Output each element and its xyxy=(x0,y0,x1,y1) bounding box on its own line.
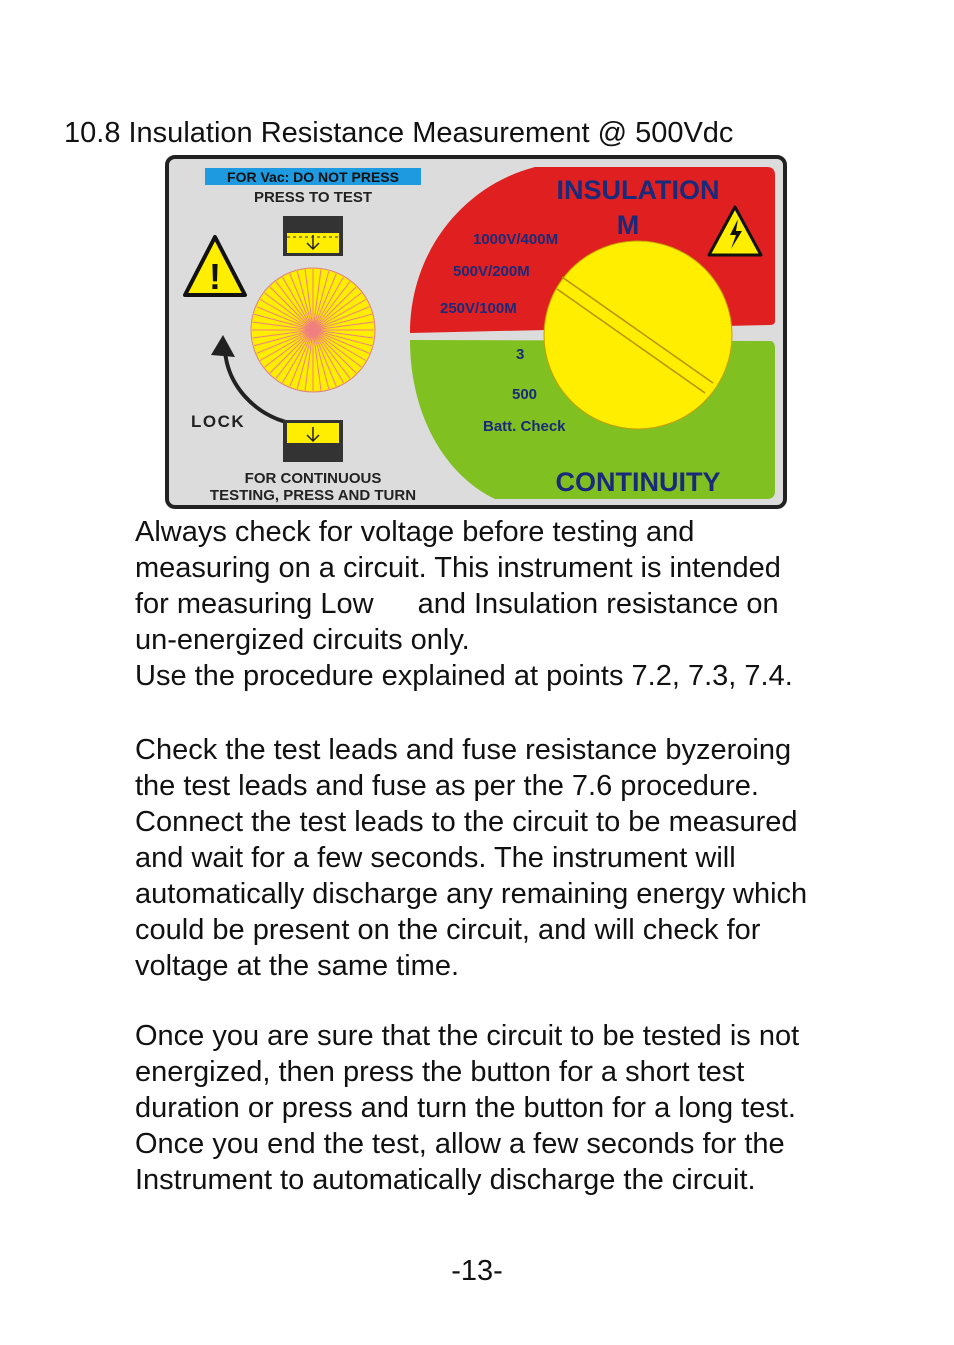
paragraph-line: Check the test leads and fuse resistance byzeroing xyxy=(135,734,792,766)
paragraph-line: for measuring Low and Insulation resistance on xyxy=(135,588,779,620)
paragraph-safety xyxy=(135,514,915,694)
paragraph-line: the test leads and fuse as per the 7.6 procedure. xyxy=(135,770,759,802)
paragraph-line: Always check for voltage before testing and xyxy=(135,516,695,548)
batt-check-label: Batt. Check xyxy=(483,418,566,435)
paragraph-testing xyxy=(135,1018,915,1198)
continuity-range-500: 500 xyxy=(512,386,538,403)
insulation-title: INSULATION xyxy=(556,175,720,205)
insulation-title-unit: M xyxy=(616,210,640,240)
page-number: -13- xyxy=(451,1255,503,1287)
sunburst-knob-icon xyxy=(251,268,375,392)
paragraph-line: Once you are sure that the circuit to be tested is not xyxy=(135,1020,800,1052)
press-to-test-label: PRESS TO TEST xyxy=(253,189,373,206)
paragraph-line: Connect the test leads to the circuit to be measured xyxy=(135,806,798,838)
continuity-title: CONTINUITY xyxy=(555,467,721,497)
paragraph-line: could be present on the circuit, and will check for xyxy=(135,914,761,946)
test-button-bottom[interactable] xyxy=(283,420,343,462)
paragraph-line: measuring on a circuit. This instrument is intended xyxy=(135,552,781,584)
paragraph-line: Once you end the test, allow a few seconds for the xyxy=(135,1128,785,1160)
paragraph-line: Instrument to automatically discharge the circuit. xyxy=(135,1164,756,1196)
paragraph-line: energized, then press the button for a short test xyxy=(135,1056,745,1088)
paragraph-line: Use the procedure explained at points 7.2, 7.3, 7.4. xyxy=(135,660,793,692)
lock-label: LOCK xyxy=(191,412,246,431)
paragraph-line: voltage at the same time. xyxy=(135,950,459,982)
range-250v: 250V/100M xyxy=(440,300,517,317)
rotary-dial xyxy=(544,241,732,429)
paragraph-line: automatically discharge any remaining energy which xyxy=(135,878,808,910)
vac-warning-label: FOR Vac: DO NOT PRESS xyxy=(227,169,399,185)
paragraph-zeroing xyxy=(135,732,915,984)
continuous-label-1: FOR CONTINUOUS xyxy=(244,470,382,487)
svg-text:!: ! xyxy=(209,256,221,297)
test-button-top[interactable] xyxy=(283,216,343,256)
instrument-panel-diagram xyxy=(165,155,789,511)
range-500v: 500V/200M xyxy=(453,263,530,280)
continuity-range-3: 3 xyxy=(516,346,525,363)
range-1000v: 1000V/400M xyxy=(473,231,559,248)
section-heading: 10.8 Insulation Resistance Measurement @ 500Vdc xyxy=(64,117,734,149)
paragraph-line: and wait for a few seconds. The instrument will xyxy=(135,842,736,874)
paragraph-line: un-energized circuits only. xyxy=(135,624,470,656)
continuous-label-2: TESTING, PRESS AND TURN xyxy=(209,487,417,504)
paragraph-line: duration or press and turn the button for a long test. xyxy=(135,1092,796,1124)
